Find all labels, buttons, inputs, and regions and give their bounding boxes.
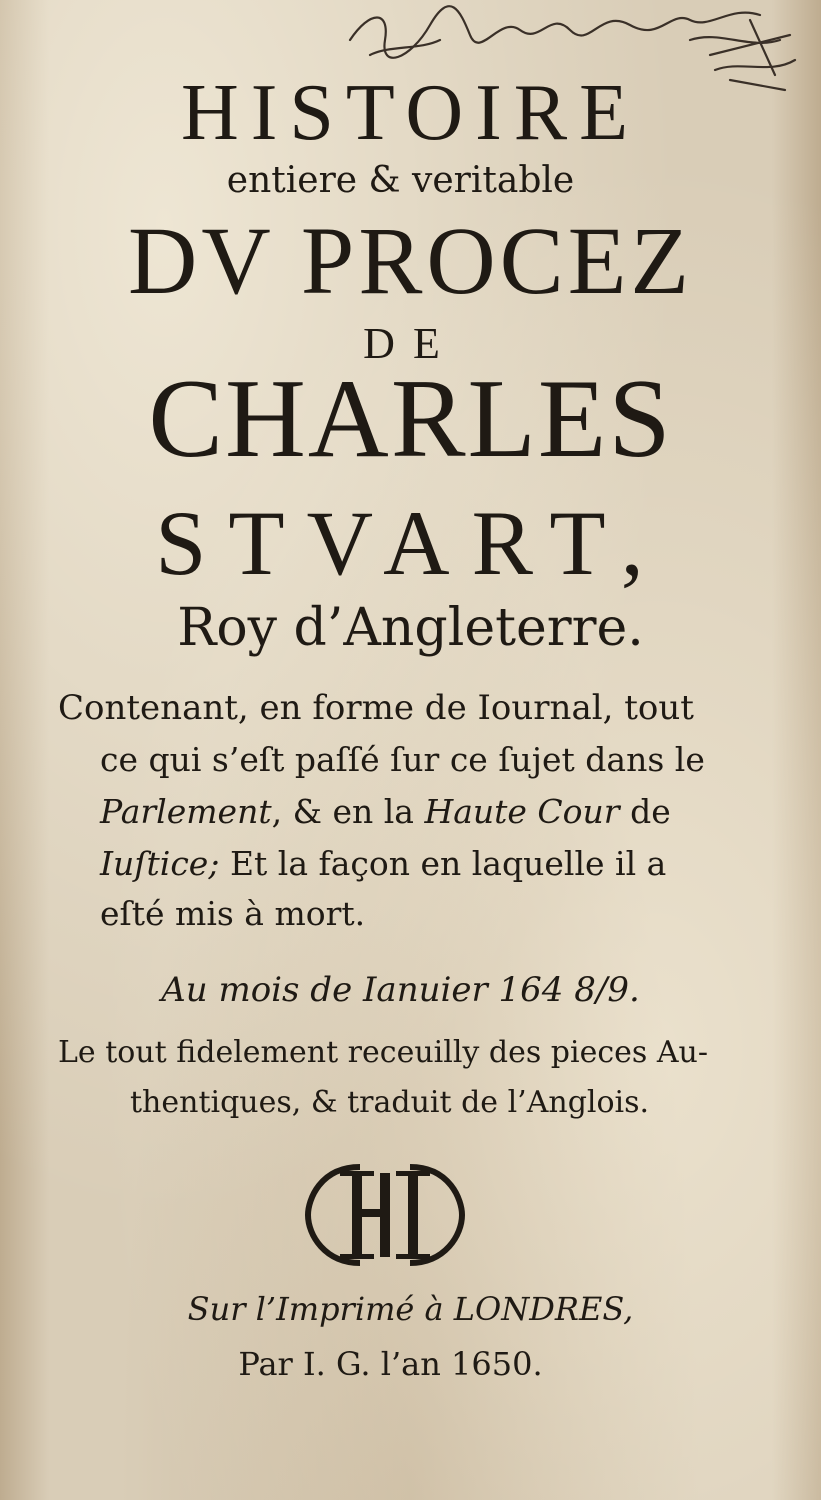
title-stuart: STVART, <box>155 492 666 594</box>
title-du-procez: DV PROCEZ <box>128 207 693 314</box>
title-histoire: HISTOIRE <box>181 69 640 157</box>
line3-rest1: , & en la <box>271 792 425 831</box>
justice-text: Iuſtice; <box>100 844 220 883</box>
parlement-text: Parlement <box>100 792 272 831</box>
date-line: Au mois de Ianuier 164 8/9. <box>161 970 640 1010</box>
description-line-5: eſté mis à mort. <box>100 894 366 933</box>
title-roy-dangleterre: Roy d’Angleterre. <box>177 598 644 658</box>
subtitle-entiere-veritable: entiere & veritable <box>226 160 575 201</box>
imprint-line-1: Sur l’Imprimé à LONDRES, <box>187 1290 634 1328</box>
translation-note-line-2: thentiques, & traduit de l’Anglois. <box>130 1085 650 1120</box>
translation-note-line-1: Le tout fidelement receuilly des pieces Au- <box>58 1035 708 1070</box>
line3-rest2: de <box>619 792 671 831</box>
title-de: DE <box>363 319 458 368</box>
line4-rest: Et la façon en laquelle il a <box>219 844 667 883</box>
description-line-2: ce qui s’eſt paſſé ſur ce ſujet dans le <box>100 740 705 779</box>
printers-monogram-ornament <box>300 1155 470 1275</box>
title-charles: CHARLES <box>148 357 673 481</box>
description-line-1: Contenant, en forme de Iournal, tout <box>58 688 694 728</box>
description-line-4 <box>100 844 666 883</box>
description-line-3 <box>100 792 671 831</box>
haute-cour-text: Haute Cour <box>424 792 620 831</box>
imprint-line-2: Par I. G. l’an 1650. <box>238 1345 543 1383</box>
